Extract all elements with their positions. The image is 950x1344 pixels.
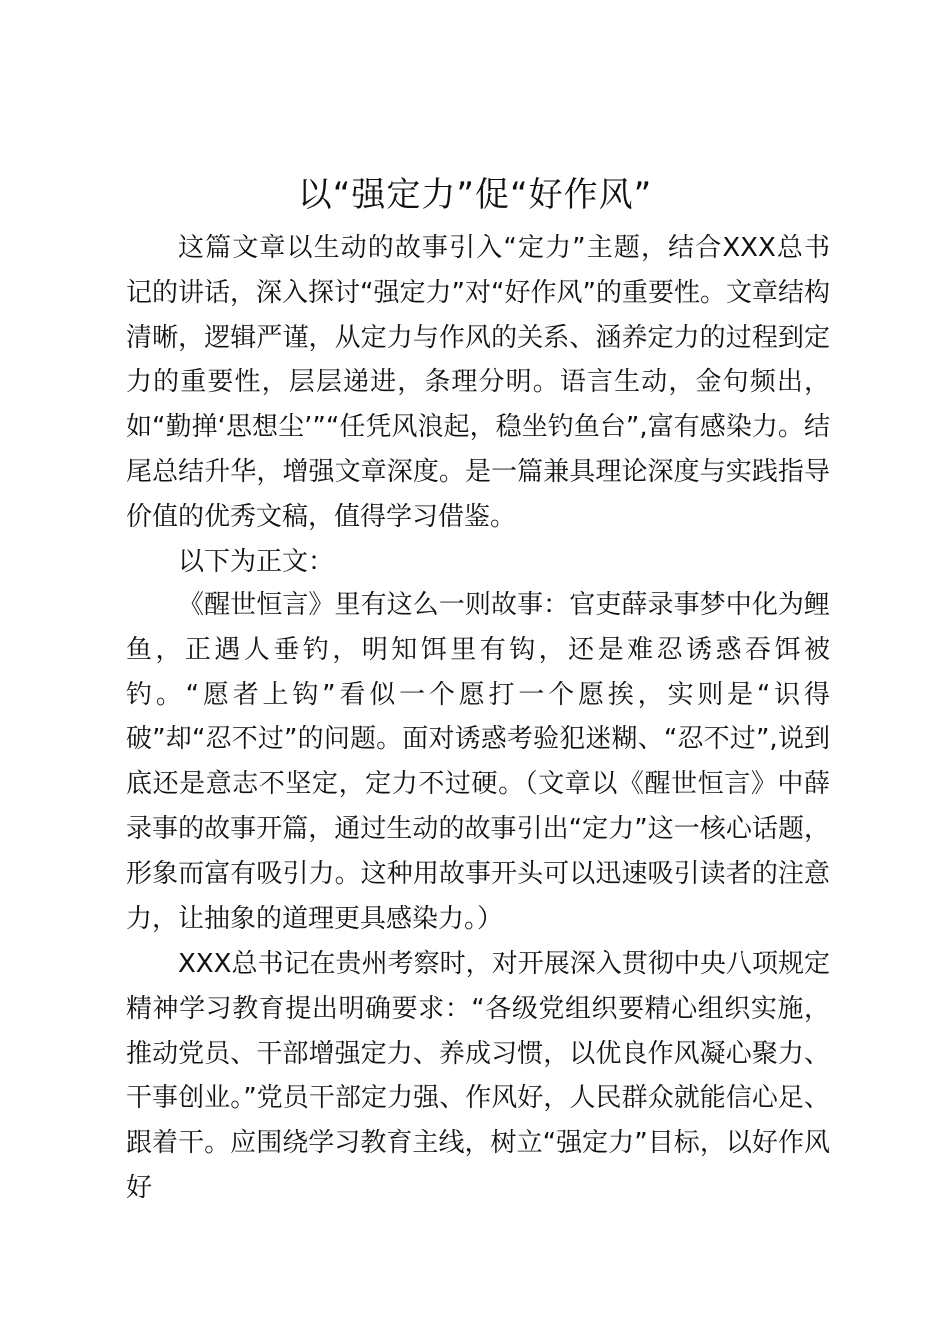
- paragraph-text: 《醒世恒言》里有这么一则故事：官吏薛录事梦中化为鲤鱼，正遇人垂钓，明知饵里有钩，还是难忍诱惑吞饵被钓。“愿者上钩”看似一个愿打一个愿挨，实则是“识得破”却“忍不过”的问题。面对诱惑考验犯迷糊、“忍不过”,说到底还是意志不坚定，定力不过硬。（文章以《醒世恒言》中薛录事的故事开篇，通过生动的故事引出“定力”这一核心话题，形象而富有吸引力。这种用故事开头可以迅速吸引读者的注意力，让抽象的道理更具感染力。）: [126, 590, 830, 934]
- summary-paragraph: [126, 226, 830, 540]
- intro-label-paragraph: [126, 540, 830, 585]
- document-title: 以“强定力”促“好作风”: [297, 175, 653, 215]
- paragraph-text: 这篇文章以生动的故事引入“定力”主题，结合XXX总书记的讲话，深入探讨“强定力”对“好作风”的重要性。文章结构清晰，逻辑严谨，从定力与作风的关系、涵养定力的过程到定力的重要性，层层递进，条理分明。语言生动，金句频出，如“勤掸‘思想尘’”“任凭风浪起，稳坐钓鱼台”,富有感染力。结尾总结升华，增强文章深度。是一篇兼具理论深度与实践指导价值的优秀文稿，值得学习借鉴。: [126, 233, 830, 532]
- paragraph-text: XXX总书记在贵州考察时，对开展深入贯彻中央八项规定精神学习教育提出明确要求：“各级党组织要精心组织实施，推动党员、干部增强定力、养成习惯，以优良作风凝心聚力、干事创业。”党员干部定力强、作风好，人民群众就能信心足、跟着干。应围绕学习教育主线，树立“强定力”目标，以好作风好: [126, 949, 830, 1203]
- paragraph-text: 以下为正文：: [178, 547, 335, 577]
- speech-paragraph: [126, 942, 830, 1211]
- story-paragraph: [126, 583, 830, 941]
